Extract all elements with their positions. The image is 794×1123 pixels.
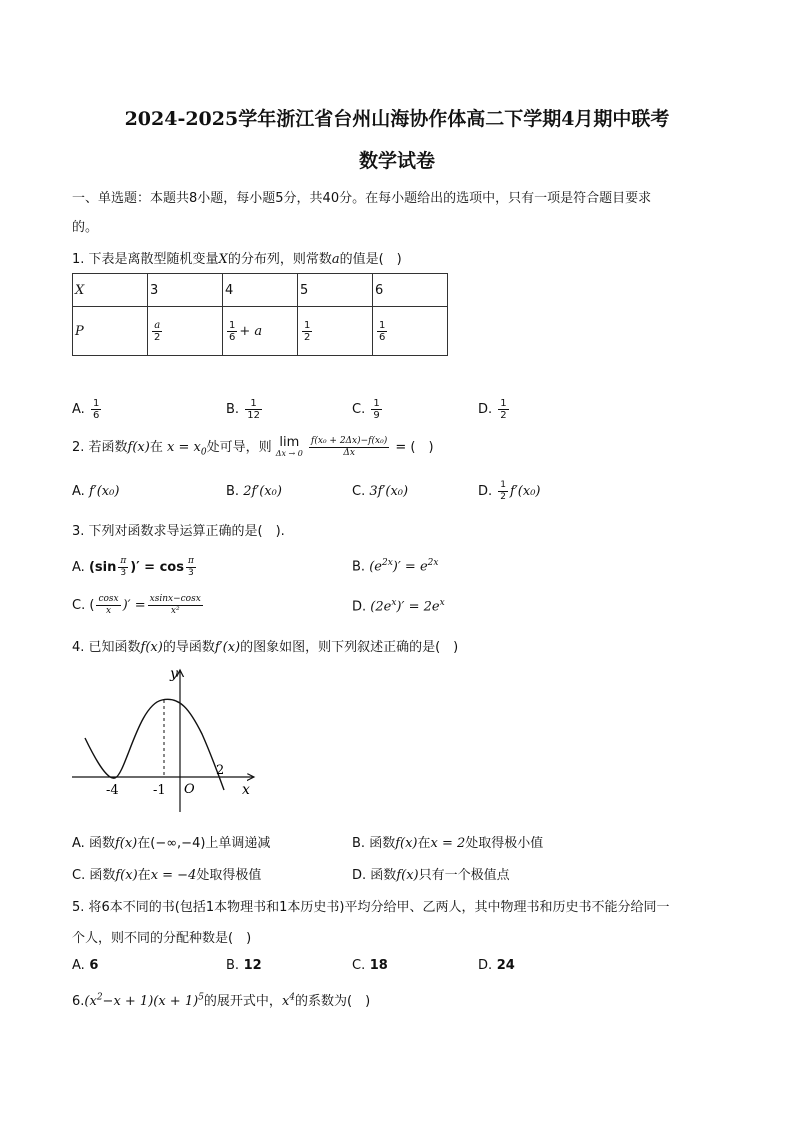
q2-option-a[interactable]: A. f′(x₀) [72, 484, 120, 499]
q5-option-b[interactable]: B. 12 [226, 958, 262, 973]
q5-option-c[interactable]: C. 18 [352, 958, 388, 973]
q5-option-a[interactable]: A. 6 [72, 958, 99, 973]
q4-option-d[interactable]: D. 函数f(x)只有一个极值点 [352, 868, 510, 883]
q3-option-b[interactable]: B. $(e^{2x})' = e^{2x}$ [352, 558, 439, 575]
q5-stem: 5. 将6本不同的书(包括1本物理书和1本历史书)平均分给甲、乙两人，其中物理书和历史书不能分给同一 [72, 900, 670, 915]
q4-option-b[interactable]: B. 函数f(x)在x = 2处取得极小值 [352, 836, 544, 851]
q1-option-d[interactable]: D. $\frac{1}{2}$ [478, 398, 507, 421]
table-cell: $\frac{a}{2}$ [148, 307, 223, 356]
x-axis-label: x [242, 782, 250, 798]
q2-option-c[interactable]: C. 3f′(x₀) [352, 484, 409, 499]
tick-2: 2 [216, 763, 225, 778]
q4-stem: 4. 已知函数f(x)的导函数f′(x)的图象如图，则下列叙述正确的是( ) [72, 640, 459, 655]
origin-label: O [184, 782, 195, 797]
table-cell: P [73, 307, 148, 356]
q3-option-d[interactable]: D. $(2e^x)' = 2e^x$ [352, 598, 445, 615]
table-cell: 6 [373, 274, 448, 307]
table-cell: 5 [298, 274, 373, 307]
q1-option-a[interactable]: A. $\frac{1}{6}$ [72, 398, 100, 421]
q1-distribution-table [72, 273, 448, 356]
q5-stem-cont: 个人，则不同的分配种数是( ) [72, 931, 252, 946]
q3-stem: 3. 下列对函数求导运算正确的是( ). [72, 524, 285, 539]
q2-option-d[interactable]: D. $\frac{1}{2}$ f′(x₀) [478, 480, 541, 502]
q4-option-a[interactable]: A. 函数f(x)在(−∞,−4)上单调递减 [72, 836, 271, 851]
tick-minus1: -1 [153, 783, 166, 798]
q4-option-c[interactable]: C. 函数f(x)在x = −4处取得极值 [72, 868, 262, 883]
table-cell: 4 [223, 274, 298, 307]
q4-derivative-graph [68, 660, 268, 820]
paper-title: 2024-2025学年浙江省台州山海协作体高二下学期4月期中联考 [124, 108, 670, 130]
q1-stem: 1. 下表是离散型随机变量X的分布列，则常数a的值是( ) [72, 252, 402, 267]
table-cell: $\frac{1}{2}$ [298, 307, 373, 356]
section-heading-cont: 的。 [72, 220, 99, 235]
table-row [73, 307, 448, 356]
q6-stem: $6.(x^2-x + 1)(x + 1)^5$的展开式中，$x^4$的系数为( ) [72, 992, 371, 1009]
q1-option-c[interactable]: C. $\frac{1}{9}$ [352, 398, 380, 421]
q1-option-b[interactable]: B. $\frac{1}{12}$ [226, 398, 260, 421]
q5-option-d[interactable]: D. 24 [478, 958, 515, 973]
table-row [73, 274, 448, 307]
tick-minus4: -4 [106, 783, 119, 798]
table-cell: $\frac{1}{6}$ + a [223, 307, 298, 356]
table-cell: X [73, 274, 148, 307]
table-cell: 3 [148, 274, 223, 307]
y-axis-label: y [170, 666, 178, 682]
q3-option-a[interactable]: A. (sin $\frac{\pi}{3}$ )′ = cos $\frac{\pi}{3}$ [72, 556, 194, 578]
q2-option-b[interactable]: B. 2f′(x₀) [226, 484, 282, 499]
q3-option-c[interactable]: C. ( $\frac{\cos x}{x}$ )′ = $\frac{xsinx-\cos x}{\text{x²}}$ [72, 594, 201, 616]
derivative-curve [85, 699, 224, 790]
section-heading: 一、单选题：本题共8小题，每小题5分，共40分。在每小题给出的选项中，只有一项是符合题目要求 [72, 191, 652, 206]
table-cell: $\frac{1}{6}$ [373, 307, 448, 356]
q2-stem: 2. 若函数f(x)在 $x = x_0$处可导，则 lim Δx → 0 $\frac{\text{f(x₀ + 2Δx)−f(x₀)}}{\Delta x}$ = ( ) [72, 434, 434, 458]
paper-subtitle: 数学试卷 [358, 150, 435, 172]
